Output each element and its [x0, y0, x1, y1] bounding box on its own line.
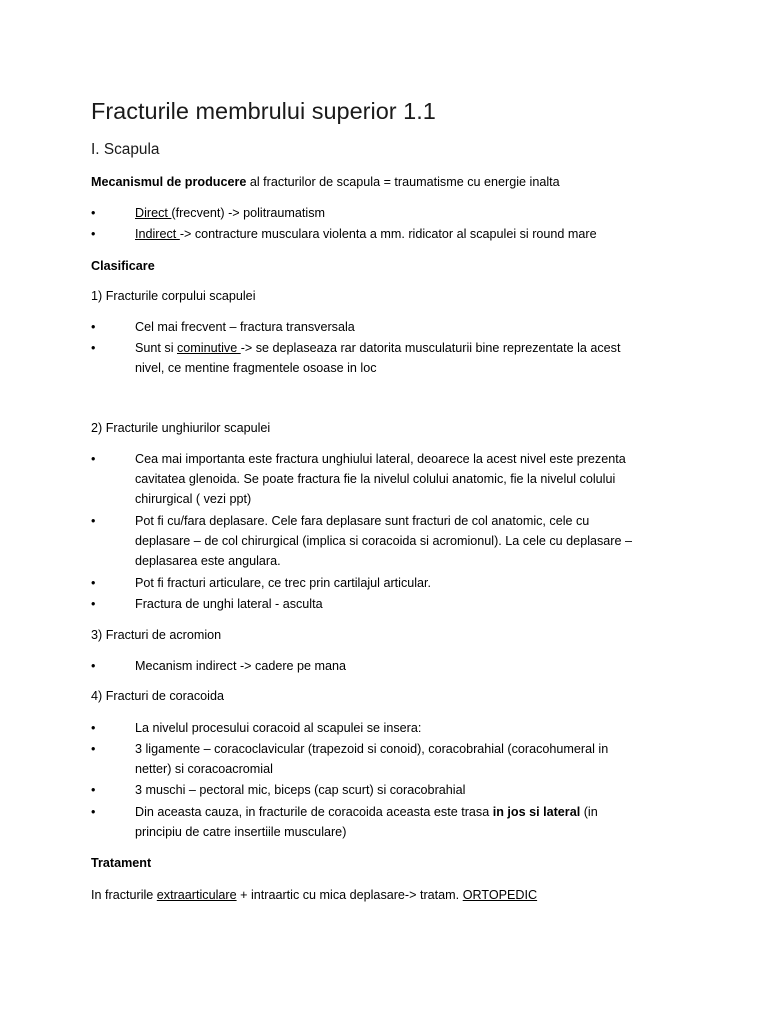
list-item-underlined: cominutive: [177, 341, 241, 355]
list-item-continuation: netter) si coracoacromial: [135, 762, 273, 776]
section-heading-scapula: I. Scapula: [91, 141, 160, 158]
group1-heading: 1) Fracturile corpului scapulei: [91, 289, 256, 303]
bullet-marker: •: [91, 597, 96, 611]
list-item-lead: Direct: [135, 206, 172, 220]
list-item: Pot fi fracturi articulare, ce trec prin cartilajul articular.: [135, 576, 432, 590]
list-item: 3 ligamente – coracoclavicular (trapezoid si conoid), coracobrahial (coracohumeral in: [135, 742, 609, 756]
group4-heading: 4) Fracturi de coracoida: [91, 689, 224, 703]
list-item: La nivelul procesului coracoid al scapulei se insera:: [135, 721, 422, 735]
bullet-marker: •: [91, 805, 96, 819]
list-item-continuation: deplasarea este angulara.: [135, 554, 281, 568]
bullet-marker: •: [91, 514, 96, 528]
mechanism-label: Mecanismul de producere: [91, 175, 247, 189]
list-item: [135, 338, 695, 359]
bullet-marker: •: [91, 742, 96, 756]
bullet-marker: •: [91, 659, 96, 673]
mechanism-text: al fracturilor de scapula = traumatisme cu energie inalta: [246, 175, 560, 189]
bullet-marker: •: [91, 320, 96, 334]
tratament-underlined: extraarticulare: [156, 888, 237, 902]
group2-heading: 2) Fracturile unghiurilor scapulei: [91, 421, 271, 435]
list-item: Cea mai importanta este fractura unghiului lateral, deoarece la acest nivel este prezenta: [135, 452, 626, 466]
list-item: [135, 802, 695, 823]
group3-heading: 3) Fracturi de acromion: [91, 628, 222, 642]
list-item: Cel mai frecvent – fractura transversala: [135, 320, 355, 334]
bullet-marker: •: [91, 576, 96, 590]
tratament-heading: Tratament: [91, 856, 152, 870]
list-item-text: Din aceasta cauza, in fracturile de coracoida aceasta este trasa: [135, 805, 493, 819]
tratament-paragraph: [91, 885, 537, 905]
list-item-continuation: cavitatea glenoida. Se poate fractura fie la nivelul colului anatomic, fie la nivelul colului: [135, 472, 616, 486]
list-item-text: Sunt si: [135, 341, 177, 355]
list-item-continuation: nivel, ce mentine fragmentele osoase in loc: [135, 361, 377, 375]
list-item-bold: in jos si lateral: [492, 805, 581, 819]
list-item-text: -> contracture musculara violenta a mm. ridicator al scapulei si round mare: [179, 227, 597, 241]
list-item-direct: [135, 203, 695, 224]
list-item-text: (in: [580, 805, 598, 819]
tratament-text: + intraartic cu mica deplasare-> tratam.: [236, 888, 463, 902]
tratament-text: In fracturile: [91, 888, 157, 902]
list-item-indirect: [135, 224, 695, 245]
bullet-marker: •: [91, 341, 96, 355]
bullet-marker: •: [91, 227, 96, 241]
list-item-lead: Indirect: [135, 227, 180, 241]
bullet-marker: •: [91, 721, 96, 735]
bullet-marker: •: [91, 452, 96, 466]
list-item: Mecanism indirect -> cadere pe mana: [135, 659, 347, 673]
bullet-marker: •: [91, 783, 96, 797]
bullet-marker: •: [91, 206, 96, 220]
list-item-continuation: chirurgical ( vezi ppt): [135, 492, 252, 506]
list-item-text: (frecvent) -> politraumatism: [171, 206, 326, 220]
list-item-continuation: deplasare – de col chirurgical (implica si coracoida si acromionul). La cele cu deplasare –: [135, 534, 632, 548]
tratament-ortopedic: ORTOPEDIC: [462, 888, 538, 902]
list-item-text: -> se deplaseaza rar datorita musculaturii bine reprezentate la acest: [240, 341, 621, 355]
list-item: Pot fi cu/fara deplasare. Cele fara deplasare sunt fracturi de col anatomic, cele cu: [135, 514, 590, 528]
document-title: Fracturile membrului superior 1.1: [91, 98, 436, 124]
mechanism-paragraph: [91, 172, 560, 192]
list-item-continuation: principiu de catre insertiile musculare): [135, 825, 347, 839]
clasificare-heading: Clasificare: [91, 259, 155, 273]
list-item: 3 muschi – pectoral mic, biceps (cap scurt) si coracobrahial: [135, 783, 466, 797]
list-item: Fractura de unghi lateral - asculta: [135, 597, 323, 611]
